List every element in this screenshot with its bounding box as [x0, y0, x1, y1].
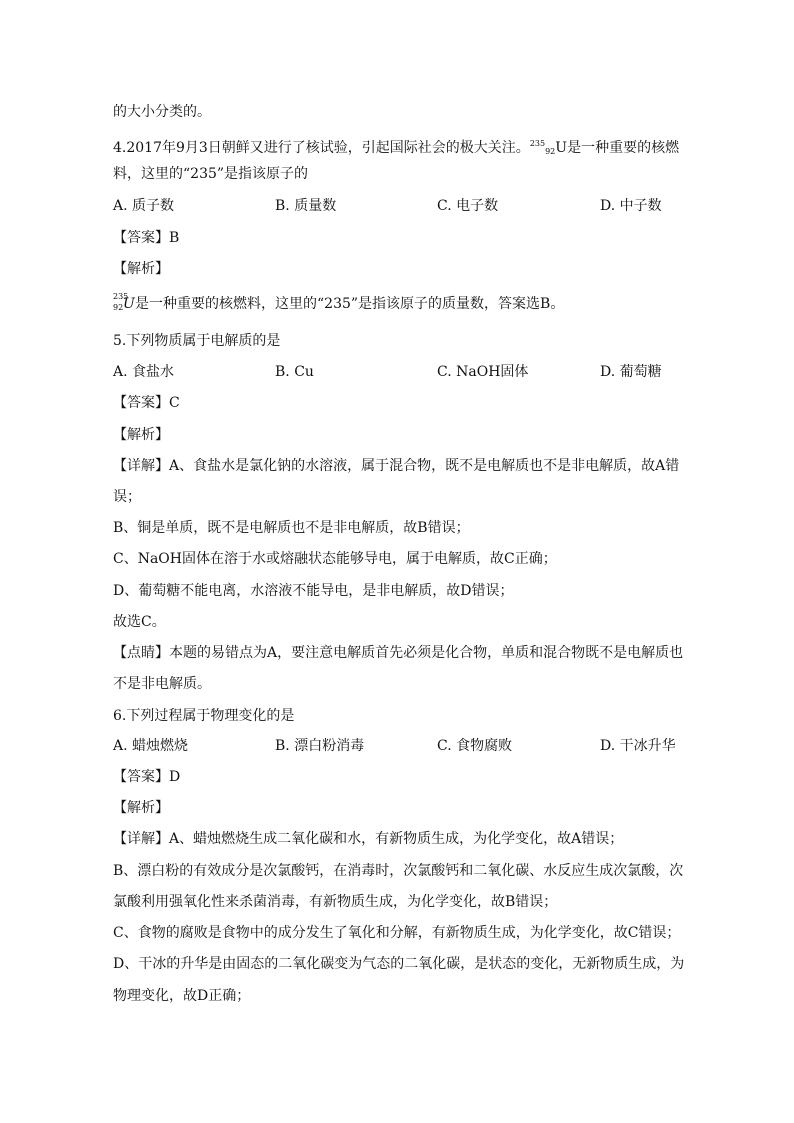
q4-option-b: B. 质量数: [275, 198, 337, 214]
q5-detail-4: D、葡萄糖不能电离，水溶液不能导电，是非电解质，故D错误；: [113, 583, 514, 599]
q5-detail-1a: 【详解】A、食盐水是氯化钠的水溶液，属于混合物，既不是电解质也不是非电解质，故A错: [113, 458, 680, 474]
q4-answer: 【答案】B: [113, 230, 180, 246]
q5-analysis-label: 【解析】: [113, 427, 169, 443]
q4-analysis-text: 是一种重要的核燃料，这里的“235”是指该原子的质量数，答案选B。: [135, 296, 565, 312]
q6-detail-2a: B、漂白粉的有效成分是次氯酸钙，在消毒时，次氯酸钙和二氧化碳、水反应生成次氯酸，次: [113, 863, 684, 879]
q5-detail-2: B、铜是单质，既不是电解质也不是非电解质，故B错误；: [113, 520, 470, 536]
q6-option-d: D. 干冰升华: [600, 738, 676, 754]
q4-stem-iso-num: 92: [545, 147, 556, 156]
q4-stem-iso-sym: U: [555, 140, 568, 156]
q6-detail-4b: 物理变化，故D正确；: [113, 988, 251, 1004]
q5-answer: 【答案】C: [113, 395, 180, 411]
q5-option-d: D. 葡萄糖: [600, 364, 662, 380]
q5-stem: 5.下列物质属于电解质的是: [113, 333, 281, 349]
q5-detail-3: C、NaOH固体在溶于水或熔融状态能够导电，属于电解质，故C正确；: [113, 551, 557, 567]
q6-option-a: A. 蜡烛燃烧: [113, 738, 189, 754]
q5-conclusion: 故选C。: [113, 614, 166, 630]
q4-stem-part-2: 是一种重要的核燃: [567, 140, 680, 156]
q5-option-a: A. 食盐水: [113, 364, 175, 380]
q6-option-b: B. 漂白粉消毒: [275, 738, 365, 754]
q4-option-d: D. 中子数: [600, 198, 662, 214]
q4-option-a: A. 质子数: [113, 198, 175, 214]
q4-option-c: C. 电子数: [437, 198, 499, 214]
q5-tip-a: 【点睛】本题的易错点为A，要注意电解质首先必须是化合物，单质和混合物既不是电解质也: [113, 645, 684, 661]
q6-answer: 【答案】D: [113, 769, 181, 785]
q4-stem-iso-mass: 235: [529, 139, 546, 148]
q6-detail-3: C、食物的腐败是食物中的成分发生了氧化和分解，有新物质生成，为化学变化，故C错误；: [113, 925, 681, 941]
q5-option-c: C. NaOH固体: [437, 364, 529, 380]
q5-option-b: B. Cu: [275, 364, 314, 380]
q4-stem-line-1: [113, 134, 683, 154]
q6-stem: 6.下列过程属于物理变化的是: [113, 708, 295, 724]
q4-analysis-line: [113, 294, 683, 314]
q5-detail-1b: 误；: [113, 489, 141, 505]
q6-detail-2b: 氯酸利用强氧化性来杀菌消毒，有新物质生成，为化学变化，故B错误；: [113, 894, 558, 910]
q4-analysis-label: 【解析】: [113, 261, 169, 277]
q6-detail-4a: D、干冰的升华是由固态的二氧化碳变为气态的二氧化碳，是状态的变化，无新物质生成，为: [113, 956, 685, 972]
q6-detail-1: 【详解】A、蜡烛燃烧生成二氧化碳和水，有新物质生成，为化学变化，故A错误；: [113, 831, 624, 847]
nuclide-symbol: 235 92 U: [113, 292, 135, 312]
q5-tip-b: 不是非电解质。: [113, 676, 211, 692]
q4-stem-part-1: 4.2017年9月3日朝鲜又进行了核试验，引起国际社会的极大关注。: [113, 140, 530, 156]
intro-tail-text: 的大小分类的。: [113, 104, 211, 120]
q4-stem-line-2: 料，这里的“235”是指该原子的: [113, 166, 309, 182]
q6-option-c: C. 食物腐败: [437, 738, 513, 754]
q6-analysis-label: 【解析】: [113, 800, 169, 816]
